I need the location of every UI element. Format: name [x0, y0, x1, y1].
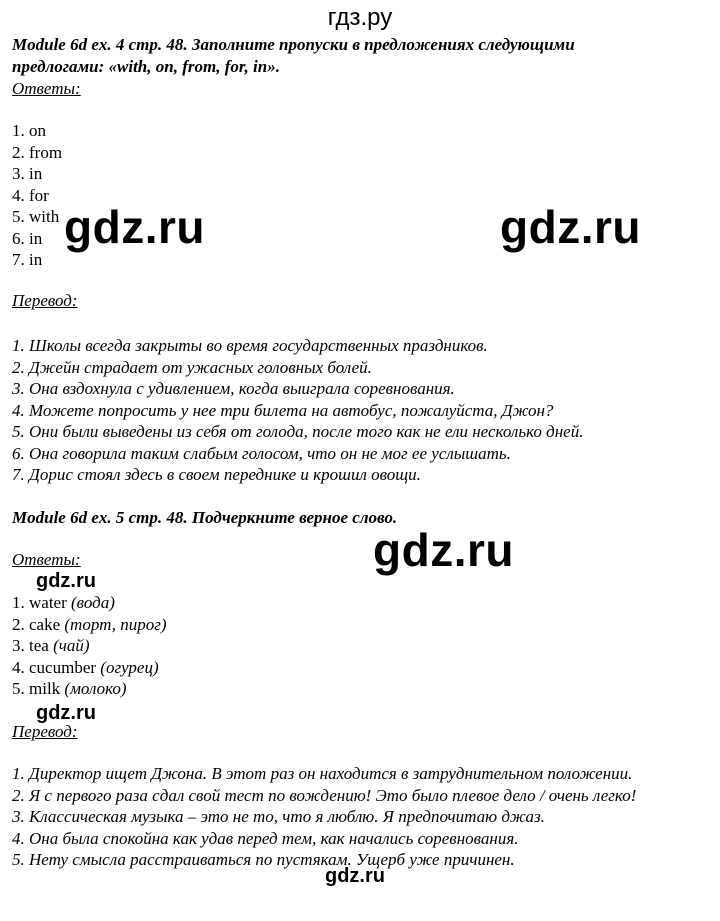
list-item: 6. in [12, 228, 43, 248]
watermark: gdz.ru [500, 201, 641, 253]
ex5-heading: Module 6d ex. 5 стр. 48. Подчеркните верное слово. [12, 508, 398, 527]
list-item: 4. Она была спокойна как удав перед тем, как начались соревнования. [12, 828, 519, 848]
list-item: 2. from [12, 142, 63, 162]
list-item: 3. tea (чай) [12, 636, 90, 655]
ex4-answers-label: Ответы: [12, 79, 81, 98]
list-item: 1. Школы всегда закрыты во время государственных праздников. [12, 336, 488, 355]
ex4-translation-label: Перевод: [12, 291, 78, 310]
ex4-answers-list [12, 120, 62, 271]
watermark: gdz.ru [36, 570, 96, 592]
ex4-heading-line2: предлогами: «with, on, from, for, in». [12, 56, 280, 76]
list-item: 2. Я с первого раза сдал свой тест по вождению! Это было плевое дело / очень легко! [12, 785, 637, 805]
list-item: 7. in [12, 250, 43, 269]
list-item: 1. water (вода) [12, 593, 115, 612]
ex5-translation-list [12, 763, 636, 871]
ex4-heading-line1: Module 6d ex. 4 стр. 48. Заполните пропуски в предложениях следующими [12, 35, 575, 54]
ex4-heading [12, 34, 575, 77]
watermark: gdz.ru [64, 201, 205, 253]
list-item: 7. Дорис стоял здесь в своем переднике и крошил овощи. [12, 465, 421, 484]
list-item: 3. Классическая музыка – это не то, что я люблю. Я предпочитаю джаз. [12, 807, 545, 826]
list-item: 4. cucumber (огурец) [12, 657, 159, 677]
list-item: 5. Они были выведены из себя от голода, после того как не ели несколько дней. [12, 422, 584, 441]
list-item: 4. Можете попросить у нее три билета на автобус, пожалуйста, Джон? [12, 400, 554, 420]
list-item: 6. Она говорила таким слабым голосом, что он не мог ее услышать. [12, 443, 511, 463]
ex5-answers-list [12, 592, 167, 700]
site-header: гдз.ру [327, 4, 393, 31]
list-item: 5. Нету смысла расстраиваться по пустякам. Ущерб уже причинен. [12, 850, 515, 869]
ex4-translation-list [12, 335, 583, 486]
watermark: gdz.ru [373, 524, 514, 576]
list-item: 5. milk (молоко) [12, 679, 127, 698]
ex5-translation-label: Перевод: [12, 722, 78, 741]
list-item: 2. cake (торт, пирог) [12, 614, 167, 634]
list-item: 2. Джейн страдает от ужасных головных болей. [12, 357, 372, 377]
list-item: 5. with [12, 207, 60, 226]
list-item: 3. in [12, 164, 43, 183]
list-item: 1. Директор ищет Джона. В этот раз он находится в затруднительном положении. [12, 764, 633, 783]
ex5-answers-label: Ответы: [12, 550, 81, 569]
watermark: gdz.ru [325, 865, 385, 887]
watermark: gdz.ru [36, 702, 96, 724]
list-item: 4. for [12, 185, 49, 205]
list-item: 3. Она вздохнула с удивлением, когда выиграла соревнования. [12, 379, 455, 398]
list-item: 1. on [12, 121, 46, 140]
